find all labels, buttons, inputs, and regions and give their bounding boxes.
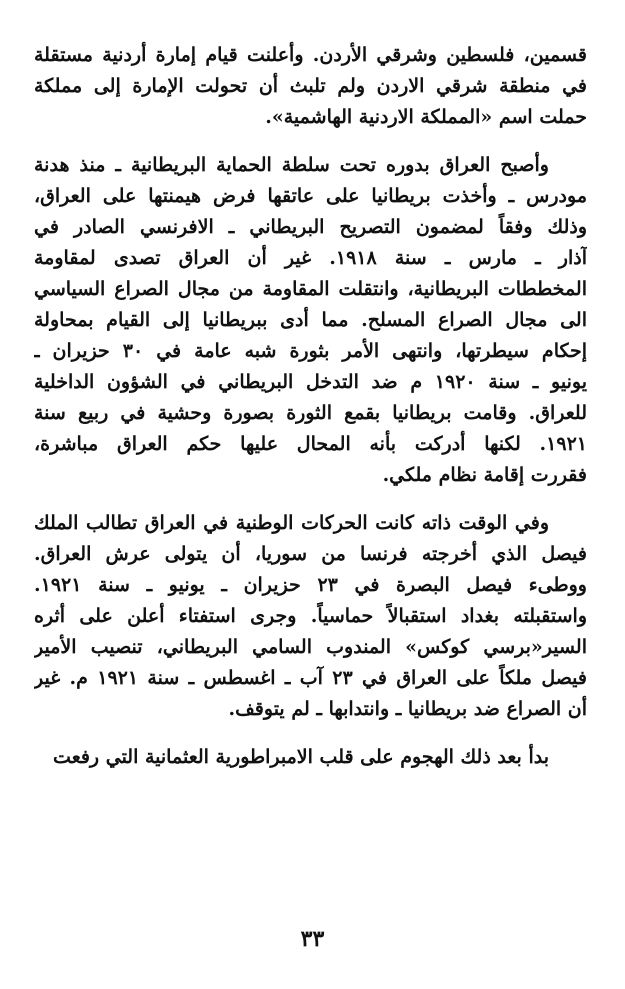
text-line: وأصبح العراق بدوره تحت سلطة الحماية البريطانية ـ منذ هدنة [34, 154, 549, 176]
text-line: حملت اسم «المملكة الاردنية الهاشمية». [265, 106, 587, 128]
text-line: ١٩٢١. لكنها أدركت بأنه المحال عليها حكم العراق مباشرة، [34, 433, 587, 455]
text-line: أن الصراع ضد بريطانيا ـ وانتدابها ـ لم يتوقف. [228, 698, 587, 720]
paragraph-2 [34, 150, 587, 491]
paragraph-4 [34, 742, 587, 773]
text-line: الى مجال الصراع المسلح. مما أدى ببريطانيا إلى القيام بمحاولة [34, 309, 587, 331]
text-line: فيصل ملكاً على العراق في ٢٣ آب ـ اغسطس ـ سنة ١٩٢١ م. غير [34, 667, 587, 689]
text-line: واستقبلته بغداد استقبالاً حماسياً. وجرى استفتاء أعلن على أثره [34, 605, 587, 627]
text-line: إحكام سيطرتها، وانتهى الأمر بثورة شبه عامة في ٣٠ حزيران ـ [34, 340, 587, 362]
text-line: للعراق. وقامت بريطانيا بقمع الثورة بصورة وحشية في ربيع سنة [34, 402, 587, 424]
text-line: يونيو ـ سنة ١٩٢٠ م ضد التدخل البريطاني في الشؤون الداخلية [34, 371, 587, 393]
text-line: قسمين، فلسطين وشرقي الأردن. وأعلنت قيام إمارة أردنية مستقلة [34, 44, 587, 66]
text-line: آذار ـ مارس ـ سنة ١٩١٨. غير أن العراق تصدى لمقاومة [34, 247, 587, 269]
text-line: في منطقة شرقي الاردن ولم تلبث أن تحولت الإمارة إلى مملكة [34, 75, 587, 97]
paragraph-1 [34, 40, 587, 133]
page-number: ٣٣ [300, 926, 325, 952]
text-line: بدأ بعد ذلك الهجوم على قلب الامبراطورية العثمانية التي رفعت [53, 746, 549, 768]
text-line: المخططات البريطانية، وانتقلت المقاومة من مجال الصراع السياسي [34, 278, 587, 300]
text-line: مودرس ـ وأخذت بريطانيا على عاتقها فرض هيمنتها على العراق، [34, 185, 587, 207]
text-line: ووطىء فيصل البصرة في ٢٣ حزيران ـ يونيو ـ سنة ١٩٢١. [34, 574, 587, 596]
text-line: فيصل الذي أخرجته فرنسا من سوريا، أن يتولى عرش العراق. [34, 543, 587, 565]
text-line: السير«برسي كوكس» المندوب السامي البريطاني، تنصيب الأمير [34, 636, 587, 658]
text-line: وذلك وفقاً لمضمون التصريح البريطاني ـ الافرنسي الصادر في [34, 216, 587, 238]
paragraph-3 [34, 508, 587, 725]
text-line: وفي الوقت ذاته كانت الحركات الوطنية في العراق تطالب الملك [34, 512, 549, 534]
text-line: فقررت إقامة نظام ملكي. [382, 464, 587, 486]
